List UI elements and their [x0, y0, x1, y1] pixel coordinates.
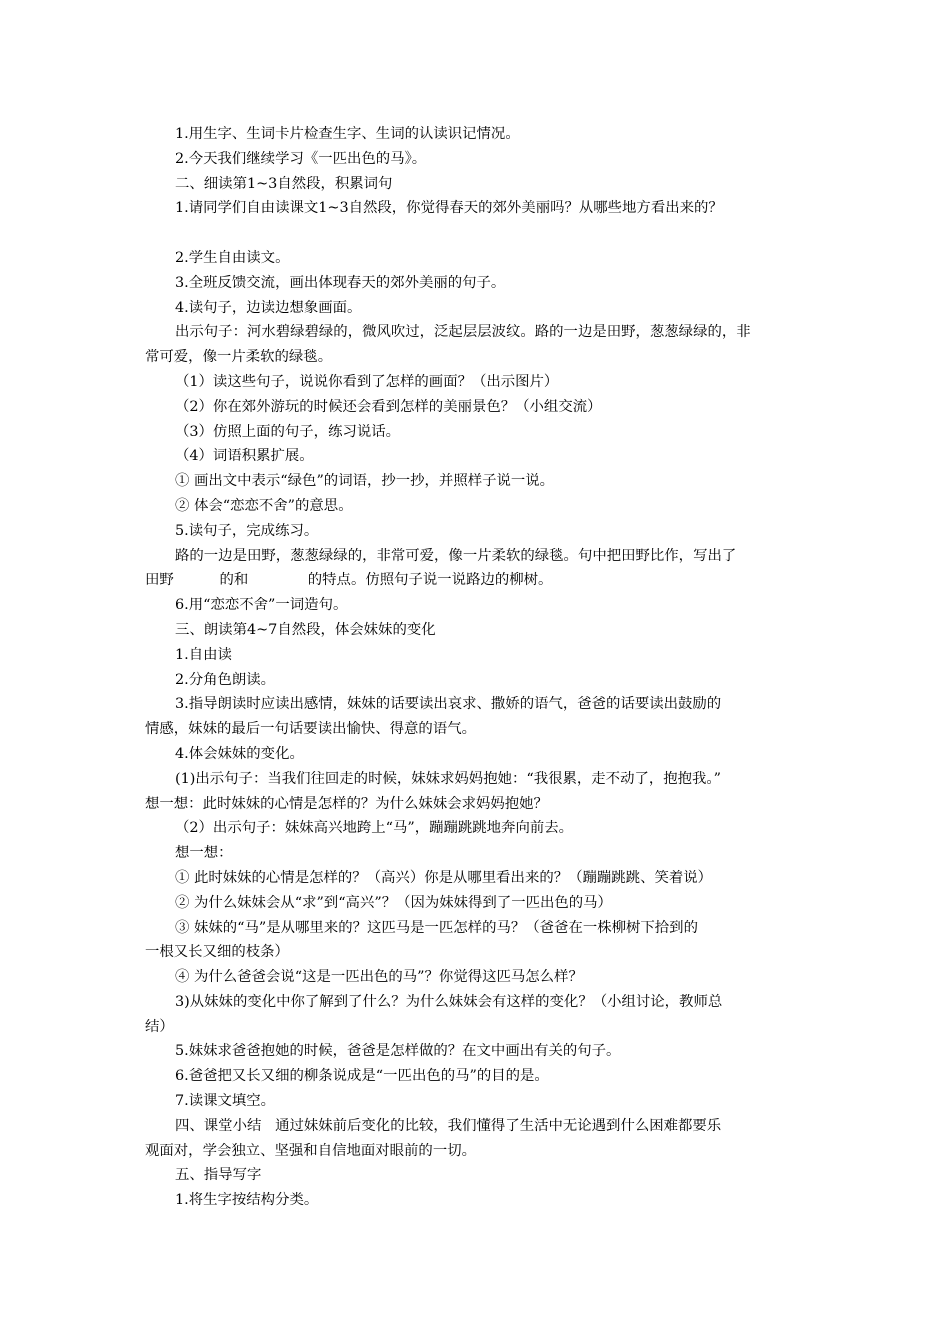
text-line: 2.分角色朗读。	[175, 671, 276, 688]
text-line: 路的一边是田野，葱葱绿绿的，非常可爱，像一片柔软的绿毯。句中把田野比作，写出了	[175, 547, 737, 564]
text-line: （4）词语积累扩展。	[175, 448, 314, 465]
text-line: 3.指导朗读时应读出感情，妹妹的话要读出哀求、撒娇的语气，爸爸的话要读出鼓励的	[175, 696, 722, 713]
text-line: 情感，妹妹的最后一句话要读出愉快、得意的语气。	[145, 721, 476, 738]
document-body	[145, 122, 810, 1213]
text-line: 6.用“恋恋不舍”一词造句。	[175, 597, 348, 614]
text-line: （3）仿照上面的句子，练习说话。	[175, 423, 401, 440]
text-line: 2.学生自由读文。	[175, 249, 290, 266]
text-line: 出示句子：河水碧绿碧绿的，微风吹过，泛起层层波纹。路的一边是田野，葱葱绿绿的，非	[175, 324, 751, 341]
text-line: 想一想：	[175, 845, 233, 862]
text-line: 5.读句子，完成练习。	[175, 522, 319, 539]
text-line: 6.爸爸把又长又细的柳条说成是“一匹出色的马”的目的是。	[175, 1068, 549, 1085]
text-line: 4.读句子，边读边想象画面。	[175, 299, 362, 316]
text-line: ④ 为什么爸爸会说“这是一匹出色的马”？你觉得这匹马怎么样？	[175, 969, 583, 986]
text-line: 1.用生字、生词卡片检查生字、生词的认读识记情况。	[175, 126, 520, 142]
text-line: 4.体会妹妹的变化。	[175, 745, 304, 762]
text-line: 二、细读第1~3自然段，积累词句	[175, 175, 393, 192]
text-line: ① 画出文中表示“绿色”的词语，抄一抄，并照样子说一说。	[175, 473, 555, 490]
text-line: 五、指导写字	[175, 1167, 262, 1184]
text-line: 常可爱，像一片柔软的绿毯。	[145, 349, 333, 366]
text-line: 结）	[145, 1018, 174, 1035]
text-line: ② 体会“恋恋不舍”的意思。	[175, 497, 353, 514]
text-line: （1）读这些句子，说说你看到了怎样的画面？（出示图片）	[175, 373, 559, 390]
text-line: 想一想：此时妹妹的心情是怎样的？为什么妹妹会求妈妈抱她？	[145, 795, 548, 812]
text-line: ① 此时妹妹的心情是怎样的？（高兴）你是从哪里看出来的？（蹦蹦跳跳、笑着说）	[175, 869, 713, 886]
text-line: 3)从妹妹的变化中你了解到了什么？为什么妹妹会有这样的变化？（小组讨论，教师总	[175, 993, 723, 1010]
text-line: 观面对，学会独立、坚强和自信地面对眼前的一切。	[145, 1142, 476, 1159]
text-line: 四、课堂小结 通过妹妹前后变化的比较，我们懂得了生活中无论遇到什么困难都要乐	[175, 1117, 722, 1134]
text-line: 1.自由读	[175, 646, 232, 663]
text-line: （2）出示句子：妹妹高兴地跨上“马”，蹦蹦跳跳地奔向前去。	[175, 820, 574, 837]
text-line: 5.妹妹求爸爸抱她的时候，爸爸是怎样做的？在文中画出有关的句子。	[175, 1043, 621, 1060]
text-line: （2）你在郊外游玩的时候还会看到怎样的美丽景色？（小组交流）	[175, 398, 602, 415]
text-line: 1.请同学们自由读课文1~3自然段，你觉得春天的郊外美丽吗？从哪些地方看出来的？	[175, 200, 723, 217]
text-line: 1.将生字按结构分类。	[175, 1192, 319, 1209]
text-line	[145, 221, 810, 246]
text-line: ③ 妹妹的“马”是从哪里来的？这匹马是一匹怎样的马？（爸爸在一株柳树下拾到的	[175, 919, 698, 936]
text-line: 7.读课文填空。	[175, 1093, 276, 1110]
text-line: 三、朗读第4~7自然段，体会妹妹的变化	[175, 621, 436, 638]
text-line: ② 为什么妹妹会从“求”到“高兴”？（因为妹妹得到了一匹出色的马）	[175, 894, 612, 911]
text-line: 一根又长又细的枝条）	[145, 944, 289, 961]
text-line: (1)出示句子：当我们往回走的时候，妹妹求妈妈抱她：“我很累，走不动了，抱抱我。”	[175, 770, 721, 787]
text-line: 田野 的和 的特点。仿照句子说一说路边的柳树。	[145, 572, 553, 589]
text-line: 2.今天我们继续学习《一匹出色的马》。	[175, 150, 427, 167]
text-line: 3.全班反馈交流，画出体现春天的郊外美丽的句子。	[175, 274, 506, 291]
